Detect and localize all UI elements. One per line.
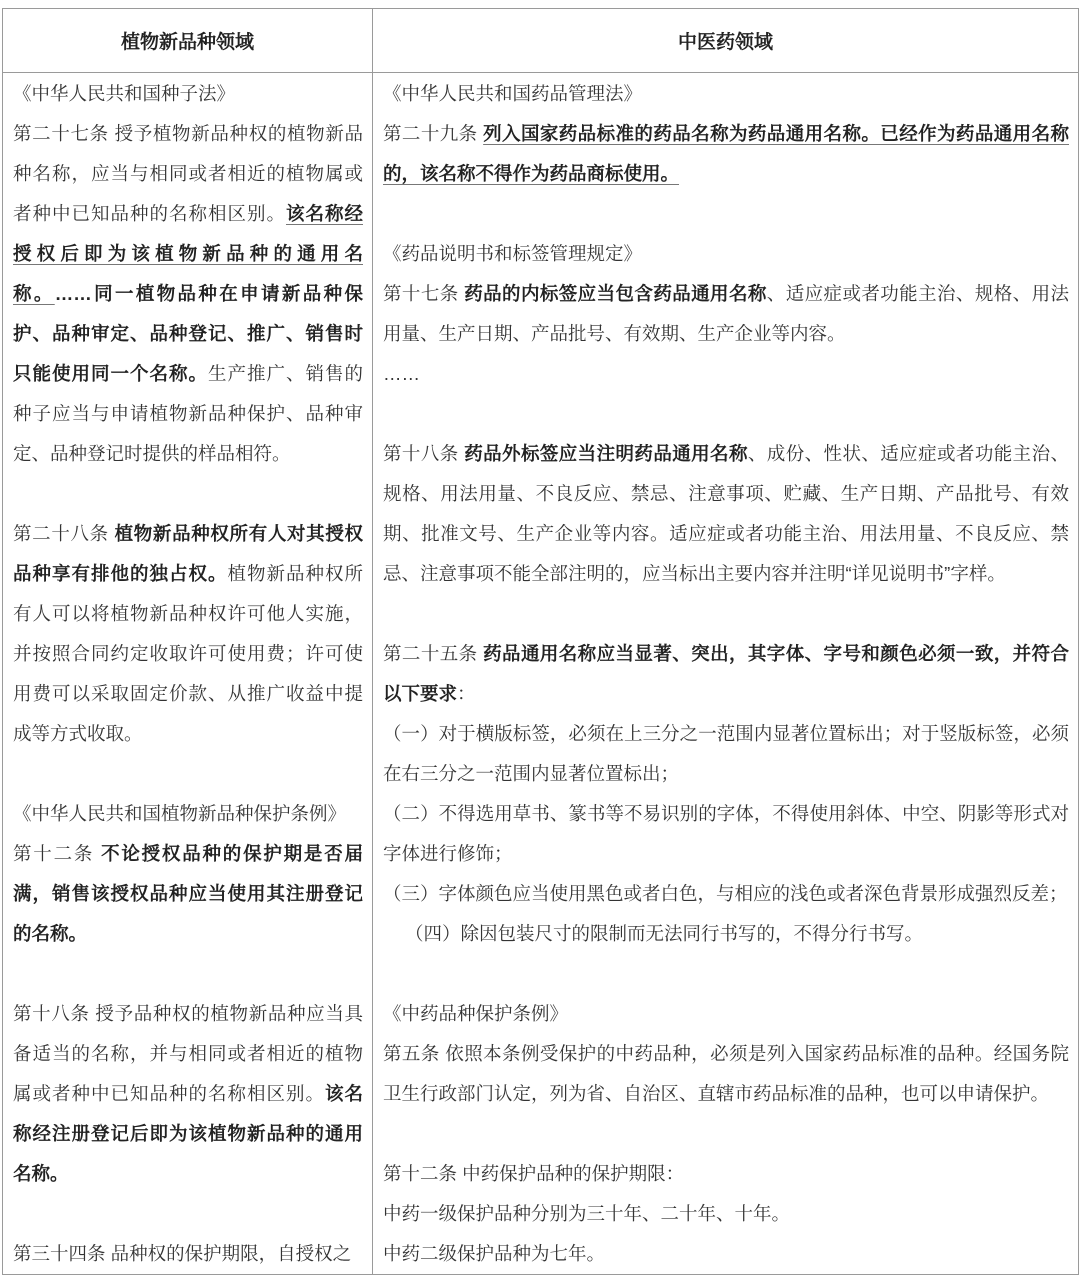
header-row	[3, 9, 1079, 73]
tcm-cell	[373, 73, 1079, 1275]
paragraph	[383, 114, 1069, 194]
text: 生产推广、销售的种子应当与申请植物新品种保护、品种审定、品种登记时提供的样品相符。	[13, 363, 363, 464]
text: 、成份、性状、适应症或者功能主治、规格、用法用量、不良反应、禁忌、注意事项、贮藏、生产日期、产品批号、有效期、批准文号、生产企业等内容。适应症或者功能主治、用法用量、不良反应、禁忌、注意事项不能全部注明的，应当标出主要内容并注明“详见说明书”字样。	[383, 443, 1069, 584]
paragraph	[383, 1154, 1069, 1194]
text: （四）除因包装尺寸的限制而无法同行书写的，不得分行书写。	[405, 923, 924, 944]
text: 《药品说明书和标签管理规定》	[383, 243, 643, 264]
text: 第二十八条	[13, 523, 115, 544]
text: 、适应症或者功能主治、规格、用法用量、生产日期、产品批号、有效期、生产企业等内容。	[383, 283, 1069, 344]
paragraph	[383, 234, 1069, 274]
blank-line	[383, 194, 1069, 234]
paragraph	[383, 794, 1069, 874]
paragraph	[13, 834, 363, 954]
emphasized-text: 药品通用名称应当显著、突出，其字体、字号和颜色必须一致，并符合以下要求	[383, 643, 1069, 704]
paragraph	[383, 1234, 1069, 1274]
emphasized-text: 该名称经注册登记后即为该植物新品种的通用名称。	[13, 1083, 363, 1184]
paragraph	[383, 434, 1069, 594]
header-tcm: 中医药领域	[373, 9, 1079, 73]
text: 《中华人民共和国种子法》	[13, 83, 236, 104]
text: ：	[457, 683, 476, 704]
text: 第十八条 授予品种权的植物新品种应当具备适当的名称，并与相同或者相近的植物属或者种中已知品种的名称相区别。	[13, 1003, 363, 1104]
text: 第十八条	[383, 443, 465, 464]
paragraph	[383, 914, 1069, 954]
text: 第十七条	[383, 283, 465, 304]
paragraph	[383, 354, 1069, 394]
blank-line	[383, 594, 1069, 634]
emphasized-text: 药品外标签应当注明药品通用名称	[464, 443, 748, 464]
emphasized-text: 植物新品种权所有人对其授权品种享有排他的独占权。	[13, 523, 363, 584]
paragraph	[383, 634, 1069, 714]
text: 第三十四条 品种权的保护期限，自授权之	[13, 1243, 352, 1264]
text: 《中华人民共和国药品管理法》	[383, 83, 643, 104]
paragraph	[13, 994, 363, 1194]
paragraph	[383, 1194, 1069, 1234]
text: 第二十九条	[383, 123, 484, 144]
blank-line	[13, 954, 363, 994]
paragraph	[383, 274, 1069, 354]
paragraph	[13, 794, 363, 834]
paragraph	[383, 74, 1069, 114]
text: 第五条 依照本条例受保护的中药品种，必须是列入国家药品标准的品种。经国务院卫生行政部门认定，列为省、自治区、直辖市药品标准的品种，也可以申请保护。	[383, 1043, 1069, 1104]
emphasized-text: ……同一植物品种在申请新品种保护、品种审定、品种登记、推广、销售时只能使用同一个名称。	[13, 283, 363, 384]
header-plant-variety: 植物新品种领域	[3, 9, 373, 73]
plant-variety-cell	[3, 73, 373, 1275]
blank-line	[13, 474, 363, 514]
emphasized-text: 列入国家药品标准的药品名称为药品通用名称。已经作为药品通用名称的，该名称不得作为药品商标使用。	[383, 123, 1069, 184]
text: 第十二条	[13, 843, 102, 864]
text: 第十二条 中药保护品种的保护期限：	[383, 1163, 685, 1184]
text: ……	[383, 363, 420, 384]
blank-line	[383, 954, 1069, 994]
paragraph	[13, 74, 363, 114]
emphasized-text: 该名称经授权后即为该植物新品种的通用名称。	[13, 203, 363, 304]
paragraph	[13, 1234, 363, 1274]
blank-line	[13, 754, 363, 794]
text: 中药二级保护品种为七年。	[383, 1243, 606, 1264]
comparison-table	[2, 8, 1079, 1275]
paragraph	[383, 874, 1069, 914]
text: （一）对于横版标签，必须在上三分之一范围内显著位置标出；对于竖版标签，必须在右三分之一范围内显著位置标出；	[383, 723, 1069, 784]
blank-line	[383, 394, 1069, 434]
text: （二）不得选用草书、篆书等不易识别的字体，不得使用斜体、中空、阴影等形式对字体进行修饰；	[383, 803, 1069, 864]
text: 《中华人民共和国植物新品种保护条例》	[13, 803, 347, 824]
text: 植物新品种权所有人可以将植物新品种权许可他人实施，并按照合同约定收取许可使用费；许可使用费可以采取固定价款、从推广收益中提成等方式收取。	[13, 563, 363, 744]
emphasized-text: 不论授权品种的保护期是否届满，销售该授权品种应当使用其注册登记的名称。	[13, 843, 363, 944]
paragraph	[13, 114, 363, 474]
text: （三）字体颜色应当使用黑色或者白色，与相应的浅色或者深色背景形成强烈反差；	[383, 883, 1068, 904]
emphasized-text: 药品的内标签应当包含药品通用名称	[464, 283, 767, 304]
paragraph	[383, 994, 1069, 1034]
blank-line	[383, 1114, 1069, 1154]
paragraph	[383, 1034, 1069, 1114]
blank-line	[13, 1194, 363, 1234]
text: 第二十七条 授予植物新品种权的植物新品种名称，应当与相同或者相近的植物属或者种中已知品种的名称相区别。	[13, 123, 363, 224]
text: 《中药品种保护条例》	[383, 1003, 569, 1024]
paragraph	[13, 514, 363, 754]
text: 中药一级保护品种分别为三十年、二十年、十年。	[383, 1203, 791, 1224]
text: 第二十五条	[383, 643, 484, 664]
paragraph	[383, 714, 1069, 794]
content-row	[3, 73, 1079, 1275]
